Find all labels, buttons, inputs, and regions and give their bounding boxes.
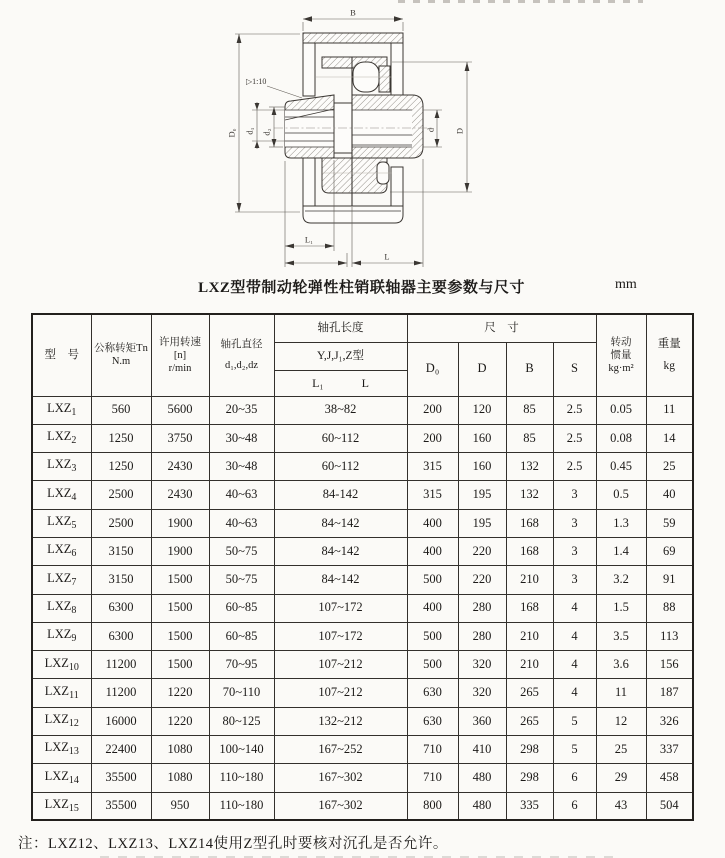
value-cell: 3.6: [596, 651, 646, 679]
value-cell: 298: [506, 764, 553, 792]
table-row: [32, 481, 693, 509]
value-cell: 120: [458, 396, 506, 424]
dim-label-B: B: [350, 7, 356, 18]
value-cell: 5: [553, 707, 596, 735]
model-cell: $LXZ_7$: [32, 566, 91, 594]
value-cell: 195: [458, 509, 506, 537]
value-cell: 500: [407, 622, 458, 650]
value-cell: 195: [458, 481, 506, 509]
model-cell: $LXZ_{11}$: [32, 679, 91, 707]
parameter-table: [31, 313, 694, 821]
value-cell: 70~95: [209, 651, 274, 679]
value-cell: 20~35: [209, 396, 274, 424]
table-row: [32, 679, 693, 707]
value-cell: 265: [506, 679, 553, 707]
value-cell: 1500: [151, 651, 209, 679]
value-cell: 85: [506, 424, 553, 452]
model-cell: $LXZ_{15}$: [32, 792, 91, 820]
value-cell: 6: [553, 764, 596, 792]
value-cell: 16000: [91, 707, 151, 735]
value-cell: 70~110: [209, 679, 274, 707]
value-cell: 2500: [91, 481, 151, 509]
value-cell: 84~142: [274, 537, 407, 565]
value-cell: 0.5: [596, 481, 646, 509]
value-cell: 4: [553, 594, 596, 622]
value-cell: 800: [407, 792, 458, 820]
table-row: [32, 537, 693, 565]
model-cell: $LXZ_4$: [32, 481, 91, 509]
value-cell: 69: [646, 537, 693, 565]
value-cell: 80~125: [209, 707, 274, 735]
value-cell: 500: [407, 651, 458, 679]
value-cell: 107~172: [274, 594, 407, 622]
table-row: [32, 396, 693, 424]
value-cell: 500: [407, 566, 458, 594]
value-cell: 1220: [151, 679, 209, 707]
value-cell: 50~75: [209, 537, 274, 565]
value-cell: 3: [553, 566, 596, 594]
value-cell: 710: [407, 736, 458, 764]
table-row: [32, 736, 693, 764]
table-header: [32, 314, 693, 396]
value-cell: 40~63: [209, 509, 274, 537]
table-row: [32, 424, 693, 452]
value-cell: 0.45: [596, 453, 646, 481]
value-cell: 2500: [91, 509, 151, 537]
value-cell: 3.2: [596, 566, 646, 594]
value-cell: 4: [553, 651, 596, 679]
value-cell: 2.5: [553, 424, 596, 452]
value-cell: 220: [458, 537, 506, 565]
value-cell: 84~142: [274, 566, 407, 594]
value-cell: 280: [458, 622, 506, 650]
value-cell: 14: [646, 424, 693, 452]
value-cell: 337: [646, 736, 693, 764]
header-L1-L: L₁ L: [274, 370, 407, 396]
value-cell: 710: [407, 764, 458, 792]
value-cell: 40: [646, 481, 693, 509]
value-cell: 3150: [91, 566, 151, 594]
value-cell: 335: [506, 792, 553, 820]
value-cell: 6300: [91, 622, 151, 650]
value-cell: 298: [506, 736, 553, 764]
table-row: [32, 594, 693, 622]
model-cell: $LXZ_8$: [32, 594, 91, 622]
value-cell: 167~252: [274, 736, 407, 764]
value-cell: 29: [596, 764, 646, 792]
value-cell: 1900: [151, 509, 209, 537]
value-cell: 25: [596, 736, 646, 764]
value-cell: 6: [553, 792, 596, 820]
model-cell: $LXZ_{13}$: [32, 736, 91, 764]
value-cell: 504: [646, 792, 693, 820]
value-cell: 11200: [91, 651, 151, 679]
value-cell: 630: [407, 679, 458, 707]
value-cell: 1900: [151, 537, 209, 565]
footnote: 注：LXZ12、LXZ13、LXZ14使用Z型孔时要核对沉孔是否允许。: [18, 836, 448, 852]
value-cell: 3150: [91, 537, 151, 565]
table-row: [32, 509, 693, 537]
header-D0: D₀: [407, 342, 458, 396]
value-cell: 107~172: [274, 622, 407, 650]
value-cell: 315: [407, 481, 458, 509]
value-cell: 265: [506, 707, 553, 735]
value-cell: 560: [91, 396, 151, 424]
value-cell: 40~63: [209, 481, 274, 509]
value-cell: 3750: [151, 424, 209, 452]
value-cell: 2.5: [553, 453, 596, 481]
unit-label: mm: [615, 277, 637, 292]
value-cell: 4: [553, 679, 596, 707]
value-cell: 167~302: [274, 792, 407, 820]
value-cell: 0.05: [596, 396, 646, 424]
value-cell: 132: [506, 453, 553, 481]
value-cell: 60~112: [274, 424, 407, 452]
coupling-hub-and-pin: [322, 57, 390, 92]
value-cell: 1220: [151, 707, 209, 735]
dim-label-D: D: [454, 127, 465, 135]
table-row: [32, 622, 693, 650]
value-cell: 2430: [151, 453, 209, 481]
value-cell: 35500: [91, 792, 151, 820]
header-B: B: [506, 342, 553, 396]
coupling-cross-section-drawing: [160, 0, 530, 275]
value-cell: 132~212: [274, 707, 407, 735]
value-cell: 43: [596, 792, 646, 820]
value-cell: 84~142: [274, 509, 407, 537]
dim-label-d: d: [425, 127, 436, 133]
header-bore-length: 轴孔长度: [274, 314, 407, 342]
value-cell: 22400: [91, 736, 151, 764]
header-size: 尺 寸: [407, 314, 596, 342]
value-cell: 1.3: [596, 509, 646, 537]
value-cell: 11: [646, 396, 693, 424]
value-cell: 11200: [91, 679, 151, 707]
model-cell: $LXZ_2$: [32, 424, 91, 452]
model-cell: $LXZ_{12}$: [32, 707, 91, 735]
value-cell: 107~212: [274, 679, 407, 707]
value-cell: 400: [407, 594, 458, 622]
table-row: [32, 453, 693, 481]
value-cell: 210: [506, 566, 553, 594]
value-cell: 1080: [151, 736, 209, 764]
value-cell: 220: [458, 566, 506, 594]
value-cell: 91: [646, 566, 693, 594]
value-cell: 0.08: [596, 424, 646, 452]
value-cell: 2430: [151, 481, 209, 509]
value-cell: 4: [553, 622, 596, 650]
header-S: S: [553, 342, 596, 396]
value-cell: 168: [506, 509, 553, 537]
value-cell: 168: [506, 594, 553, 622]
header-inertia: 转动 惯量 kg·m²: [596, 314, 646, 396]
value-cell: 480: [458, 792, 506, 820]
header-model: 型 号: [32, 314, 91, 396]
table-row: [32, 566, 693, 594]
value-cell: 168: [506, 537, 553, 565]
value-cell: 200: [407, 424, 458, 452]
dim-label-L1: L₁: [304, 234, 314, 245]
value-cell: 5600: [151, 396, 209, 424]
value-cell: 320: [458, 679, 506, 707]
value-cell: 200: [407, 396, 458, 424]
model-cell: $LXZ_3$: [32, 453, 91, 481]
model-cell: $LXZ_1$: [32, 396, 91, 424]
table-row: [32, 707, 693, 735]
value-cell: 11: [596, 679, 646, 707]
value-cell: 60~85: [209, 622, 274, 650]
dim-label-D0: D₀: [226, 128, 237, 138]
model-cell: $LXZ_{10}$: [32, 651, 91, 679]
value-cell: 2.5: [553, 396, 596, 424]
value-cell: 1250: [91, 424, 151, 452]
value-cell: 107~212: [274, 651, 407, 679]
table-title: LXZ型带制动轮弹性柱销联轴器主要参数与尺寸: [198, 280, 525, 296]
header-D: D: [458, 342, 506, 396]
value-cell: 5: [553, 736, 596, 764]
value-cell: 84-142: [274, 481, 407, 509]
table-row: [32, 792, 693, 820]
value-cell: 3: [553, 481, 596, 509]
value-cell: 410: [458, 736, 506, 764]
model-cell: $LXZ_6$: [32, 537, 91, 565]
value-cell: 6300: [91, 594, 151, 622]
value-cell: 1500: [151, 566, 209, 594]
value-cell: 167~302: [274, 764, 407, 792]
header-bore-length-types: Y,J,J₁,Z型: [274, 342, 407, 370]
model-cell: $LXZ_5$: [32, 509, 91, 537]
value-cell: 630: [407, 707, 458, 735]
value-cell: 400: [407, 509, 458, 537]
header-weight: 重量 kg: [646, 314, 693, 396]
value-cell: 1.5: [596, 594, 646, 622]
value-cell: 12: [596, 707, 646, 735]
value-cell: 360: [458, 707, 506, 735]
value-cell: 113: [646, 622, 693, 650]
value-cell: 315: [407, 453, 458, 481]
value-cell: 320: [458, 651, 506, 679]
value-cell: 60~112: [274, 453, 407, 481]
header-torque: 公称转矩Tn N.m: [91, 314, 151, 396]
value-cell: 210: [506, 622, 553, 650]
model-cell: $LXZ_{14}$: [32, 764, 91, 792]
value-cell: 1080: [151, 764, 209, 792]
value-cell: 156: [646, 651, 693, 679]
value-cell: 458: [646, 764, 693, 792]
value-cell: 3.5: [596, 622, 646, 650]
value-cell: 132: [506, 481, 553, 509]
value-cell: 1250: [91, 453, 151, 481]
dim-label-d1: d₁: [244, 127, 255, 135]
value-cell: 100~140: [209, 736, 274, 764]
table-row: [32, 764, 693, 792]
value-cell: 25: [646, 453, 693, 481]
value-cell: 50~75: [209, 566, 274, 594]
value-cell: 30~48: [209, 453, 274, 481]
value-cell: 38~82: [274, 396, 407, 424]
value-cell: 210: [506, 651, 553, 679]
value-cell: 1.4: [596, 537, 646, 565]
value-cell: 110~180: [209, 764, 274, 792]
value-cell: 35500: [91, 764, 151, 792]
value-cell: 30~48: [209, 424, 274, 452]
model-cell: $LXZ_9$: [32, 622, 91, 650]
value-cell: 110~180: [209, 792, 274, 820]
value-cell: 59: [646, 509, 693, 537]
value-cell: 480: [458, 764, 506, 792]
header-bore-diameter: 轴孔直径 d₁,d₂,dz: [209, 314, 274, 396]
table-body: [32, 396, 693, 820]
value-cell: 326: [646, 707, 693, 735]
value-cell: 88: [646, 594, 693, 622]
value-cell: 60~85: [209, 594, 274, 622]
value-cell: 1500: [151, 622, 209, 650]
value-cell: 280: [458, 594, 506, 622]
dim-label-L: L: [384, 251, 390, 262]
table-caption-row: [31, 276, 692, 298]
value-cell: 187: [646, 679, 693, 707]
value-cell: 400: [407, 537, 458, 565]
value-cell: 85: [506, 396, 553, 424]
value-cell: 3: [553, 537, 596, 565]
value-cell: 160: [458, 453, 506, 481]
value-cell: 950: [151, 792, 209, 820]
value-cell: 1500: [151, 594, 209, 622]
value-cell: 160: [458, 424, 506, 452]
dim-label-d2: d₂: [261, 128, 272, 136]
taper-note: ▷1:10: [246, 77, 267, 86]
table-row: [32, 651, 693, 679]
header-speed: 许用转速 [n] r/min: [151, 314, 209, 396]
value-cell: 3: [553, 509, 596, 537]
